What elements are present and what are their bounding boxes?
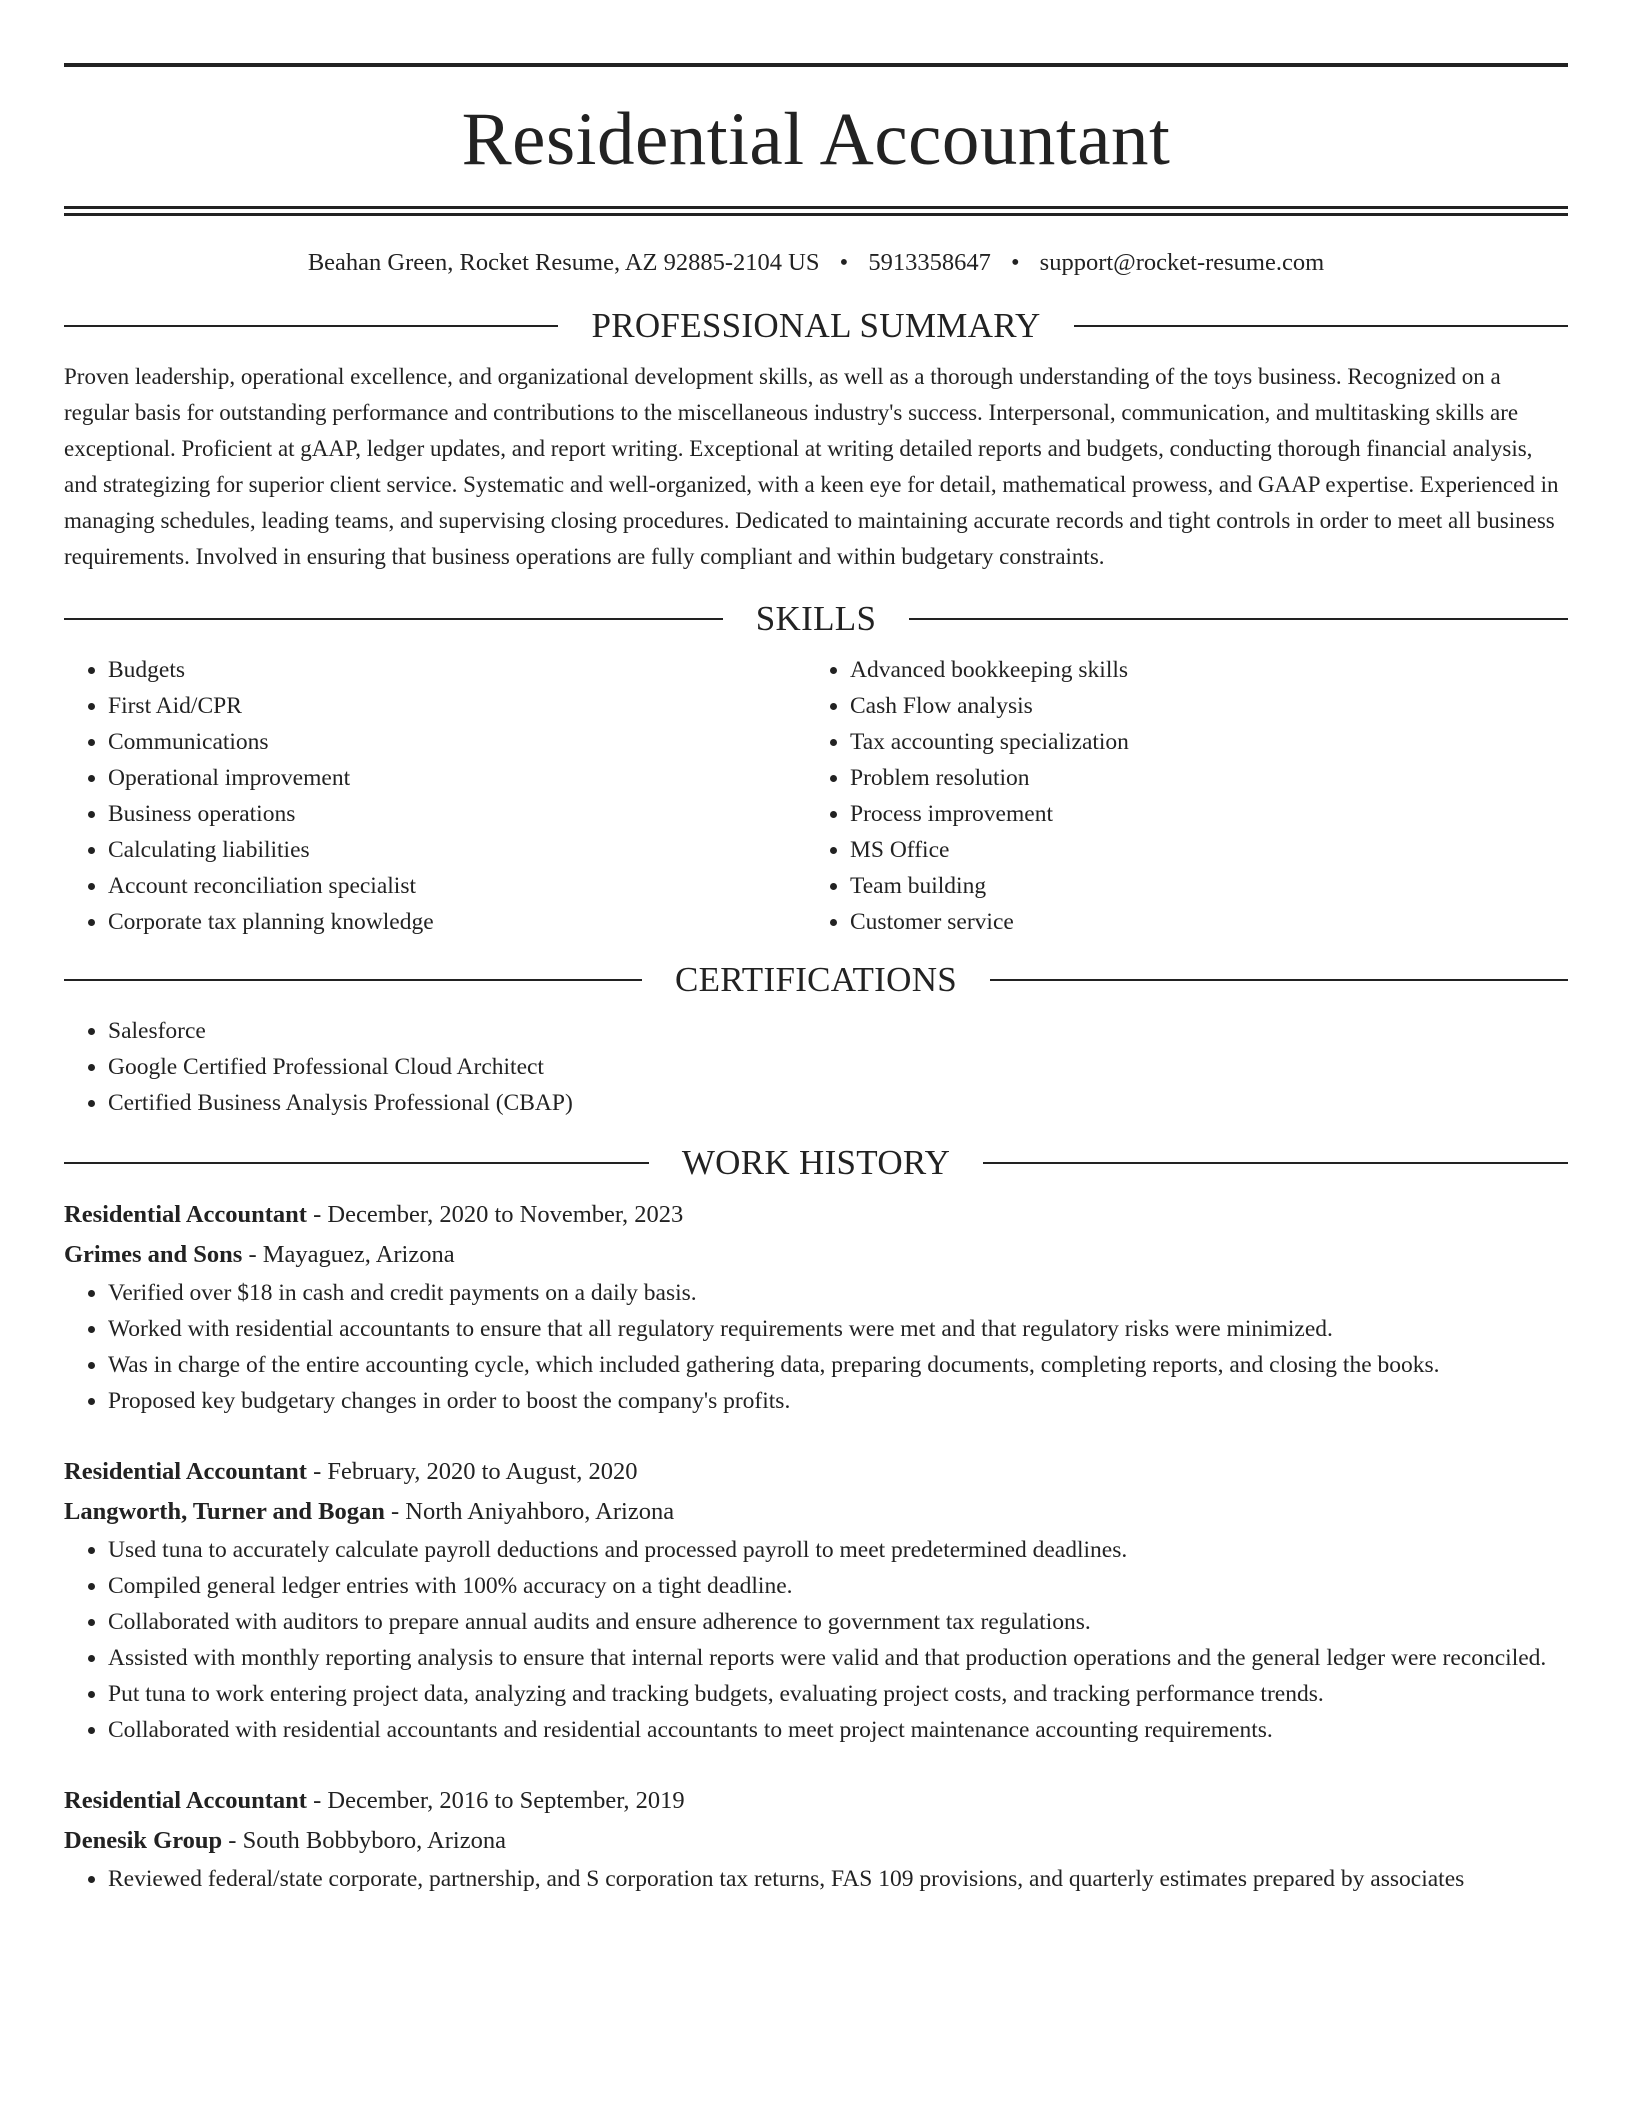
contact-line	[64, 248, 1568, 278]
skill-item: • Team building	[850, 868, 1548, 904]
section-heading-skills	[64, 599, 1568, 639]
job-bullet: • Verified over $18 in cash and credit payments on a daily basis.	[108, 1275, 1568, 1311]
job-dates: December, 2020 to November, 2023	[327, 1201, 684, 1228]
job-company: Langworth, Turner and Bogan	[64, 1498, 385, 1525]
section-heading-summary	[64, 306, 1568, 346]
job-bullet: • Collaborated with residential accountants and residential accountants to meet project maintenance accounting requirements.	[108, 1712, 1568, 1748]
job-company-line: Langworth, Turner and Bogan - North Aniyahboro, Arizona	[64, 1498, 675, 1525]
section-title: SKILLS	[755, 599, 877, 638]
skill-item: • Customer service	[850, 904, 1548, 940]
job-entry	[64, 1452, 1568, 1748]
skill-item: • Communications	[108, 724, 806, 760]
job-bullet: • Was in charge of the entire accounting cycle, which included gathering data, preparing documents, completing reports, and closing the books.	[108, 1347, 1568, 1383]
job-bullet: • Reviewed federal/state corporate, partnership, and S corporation tax returns, FAS 109 provisions, and quarterly estimates prepared by associates	[108, 1861, 1568, 1897]
skills-column-left	[64, 652, 806, 940]
certification-item: • Certified Business Analysis Professional (CBAP)	[108, 1085, 1568, 1121]
job-dates: December, 2016 to September, 2019	[327, 1787, 685, 1814]
job-bullet: • Put tuna to work entering project data, analyzing and tracking budgets, evaluating project costs, and tracking performance trends.	[108, 1676, 1568, 1712]
job-bullet: • Used tuna to accurately calculate payroll deductions and processed payroll to meet predetermined deadlines.	[108, 1532, 1568, 1568]
job-location: South Bobbyboro, Arizona	[242, 1827, 506, 1854]
skill-item: • Advanced bookkeeping skills	[850, 652, 1548, 688]
job-title-line: Residential Accountant - December, 2020 to November, 2023	[64, 1201, 684, 1228]
skill-item: • Budgets	[108, 652, 806, 688]
job-title: Residential Accountant	[64, 1458, 307, 1485]
title-double-rule	[64, 206, 1568, 216]
contact-phone: 5913358647	[868, 249, 991, 276]
contact-separator: •	[839, 249, 849, 276]
job-location: North Aniyahboro, Arizona	[405, 1498, 675, 1525]
work-history-list	[64, 1195, 1568, 1897]
contact-address: Beahan Green, Rocket Resume, AZ 92885-2104 US	[307, 249, 820, 276]
job-title-line: Residential Accountant - February, 2020 to August, 2020	[64, 1458, 638, 1485]
skill-item: • Process improvement	[850, 796, 1548, 832]
contact-separator: •	[1010, 249, 1020, 276]
job-company: Denesik Group	[64, 1827, 223, 1854]
skills-column-right	[806, 652, 1548, 940]
job-company: Grimes and Sons	[64, 1241, 243, 1268]
certification-item: • Google Certified Professional Cloud Architect	[108, 1049, 1568, 1085]
job-bullet-list	[64, 1275, 1568, 1419]
skill-item: • Problem resolution	[850, 760, 1548, 796]
job-bullet: • Assisted with monthly reporting analysis to ensure that internal reports were valid and that production operations and the general ledger were reconciled.	[108, 1640, 1568, 1676]
resume-page	[64, 0, 1568, 1897]
section-title: CERTIFICATIONS	[674, 960, 958, 999]
section-title: WORK HISTORY	[681, 1143, 951, 1182]
job-entry	[64, 1781, 1568, 1897]
job-bullet: • Collaborated with auditors to prepare annual audits and ensure adherence to government tax regulations.	[108, 1604, 1568, 1640]
job-bullet-list	[64, 1861, 1568, 1897]
heading-rule	[983, 1162, 1568, 1164]
skill-item: • Corporate tax planning knowledge	[108, 904, 806, 940]
certifications-list	[64, 1013, 1568, 1121]
heading-rule	[990, 979, 1568, 981]
heading-rule	[64, 618, 723, 620]
heading-rule	[64, 1162, 649, 1164]
top-rule	[64, 63, 1568, 67]
heading-rule	[1074, 325, 1568, 327]
job-title: Residential Accountant	[64, 1787, 307, 1814]
summary-paragraph: Proven leadership, operational excellence, and organizational development skills, as well as a thorough understanding of the toys business. Recognized on a regular basis for outstanding performance and contributions to the miscellaneous industry's success. Interpersonal, communication, and multitasking skills are exceptional. Proficient at gAAP, ledger updates, and report writing. Exceptional at writing detailed reports and budgets, conducting thorough financial analysis, and strategizing for superior client service. Systematic and well-organized, with a keen eye for detail, mathematical prowess, and GAAP expertise. Experienced in managing schedules, leading teams, and supervising closing procedures. Dedicated to maintaining accurate records and tight controls in order to meet all business requirements. Involved in ensuring that business operations are fully compliant and within budgetary constraints.	[64, 364, 1559, 569]
job-bullet-list	[64, 1532, 1568, 1748]
job-company-line: Grimes and Sons - Mayaguez, Arizona	[64, 1241, 455, 1268]
job-title: Residential Accountant	[64, 1201, 307, 1228]
skills-list	[64, 652, 1568, 940]
job-company-line: Denesik Group - South Bobbyboro, Arizona	[64, 1827, 506, 1854]
job-bullet: • Proposed key budgetary changes in order to boost the company's profits.	[108, 1383, 1568, 1419]
section-heading-work-history	[64, 1143, 1568, 1183]
job-entry	[64, 1195, 1568, 1419]
skill-item: • MS Office	[850, 832, 1548, 868]
section-heading-certifications	[64, 960, 1568, 1000]
job-dates: February, 2020 to August, 2020	[327, 1458, 638, 1485]
skill-item: • Operational improvement	[108, 760, 806, 796]
job-bullet: • Worked with residential accountants to ensure that all regulatory requirements were met and that regulatory risks were minimized.	[108, 1311, 1568, 1347]
skill-item: • First Aid/CPR	[108, 688, 806, 724]
skill-item: • Account reconciliation specialist	[108, 868, 806, 904]
heading-rule	[64, 325, 558, 327]
section-title: PROFESSIONAL SUMMARY	[591, 306, 1041, 345]
resume-title: Residential Accountant	[461, 98, 1171, 181]
skill-item: • Tax accounting specialization	[850, 724, 1548, 760]
contact-email[interactable]: support@rocket-resume.com	[1039, 249, 1325, 276]
skill-item: • Business operations	[108, 796, 806, 832]
job-location: Mayaguez, Arizona	[262, 1241, 455, 1268]
job-bullet: • Compiled general ledger entries with 100% accuracy on a tight deadline.	[108, 1568, 1568, 1604]
skill-item: • Calculating liabilities	[108, 832, 806, 868]
heading-rule	[64, 979, 642, 981]
heading-rule	[909, 618, 1568, 620]
job-title-line: Residential Accountant - December, 2016 to September, 2019	[64, 1787, 685, 1814]
certification-item: • Salesforce	[108, 1013, 1568, 1049]
skill-item: • Cash Flow analysis	[850, 688, 1548, 724]
